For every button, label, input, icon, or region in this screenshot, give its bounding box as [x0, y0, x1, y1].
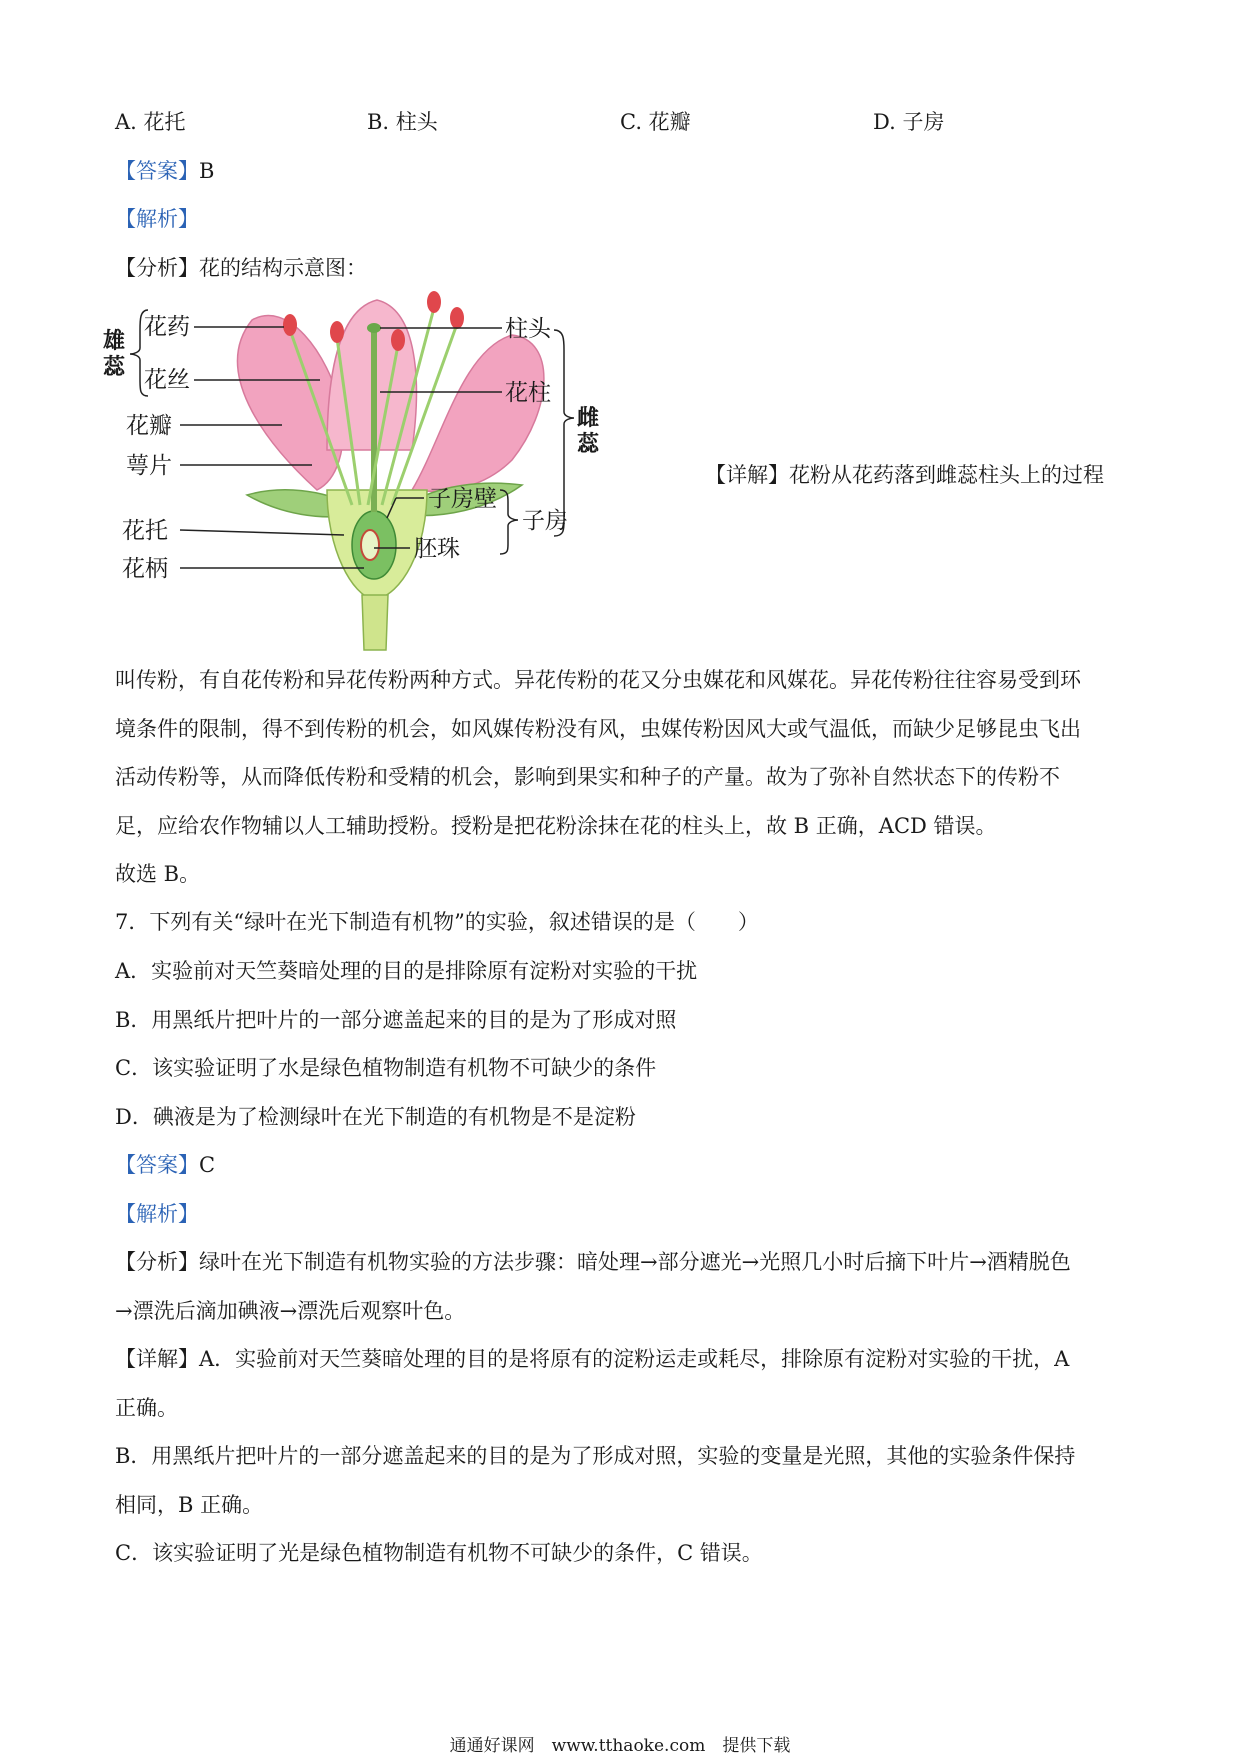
q7-xiangjie-line: C．该实验证明了光是绿色植物制造有机物不可缺少的条件，C 错误。 [115, 1541, 763, 1565]
q6-conclusion: 故选 B。 [115, 862, 201, 886]
q7-option-b: B．用黑纸片把叶片的一部分遮盖起来的目的是为了形成对照 [115, 1008, 677, 1032]
answer-value: C [199, 1153, 216, 1177]
anther [450, 307, 464, 329]
label-anther: 花药 [144, 314, 190, 340]
answer-tag: 【答案】 [115, 159, 199, 183]
label-style: 花柱 [505, 380, 551, 406]
label-stamen-1: 雄蕊 [103, 329, 126, 380]
label-sepal: 萼片 [126, 453, 172, 479]
anther [427, 291, 441, 313]
q7-xiangjie-line: 【详解】A．实验前对天竺葵暗处理的目的是将原有的淀粉运走或耗尽，排除原有淀粉对实验的干扰，A [115, 1347, 1070, 1371]
label-ovary: 子房 [522, 508, 568, 534]
q6-xiangjie-line: 足，应给农作物辅以人工辅助授粉。授粉是把花粉涂抹在花的柱头上，故 B 正确，ACD 错误。 [115, 814, 997, 838]
q6-xiangjie-line: 叫传粉，有自花传粉和异花传粉两种方式。异花传粉的花又分虫媒花和风媒花。异花传粉往往容易受到环 [115, 668, 1081, 692]
anther [330, 321, 344, 343]
page-footer: 通通好课网 www.tthaoke.com 提供下载 [449, 1736, 791, 1756]
q7-analysis-tag: 【解析】 [115, 1202, 199, 1226]
ovule [361, 530, 379, 560]
q7-xiangjie-line: 正确。 [115, 1396, 178, 1420]
option-d: D. 子房 [873, 110, 945, 134]
label-stigma: 柱头 [505, 316, 551, 342]
label-ovary-wall: 子房壁 [428, 486, 497, 512]
stigma [367, 323, 381, 333]
petal-left [238, 316, 344, 490]
label-filament: 花丝 [144, 367, 190, 393]
answer-value: B [199, 159, 215, 183]
q6-xiangjie-line: 活动传粉等，从而降低传粉和受精的机会，影响到果实和种子的产量。故为了弥补自然状态下的传粉不 [115, 765, 1060, 789]
q6-analysis-tag: 【解析】 [115, 207, 199, 231]
label-pedicel: 花柄 [122, 556, 168, 582]
q6-fenxi: 【分析】花的结构示意图： [115, 256, 367, 280]
flower-structure-diagram [103, 290, 682, 650]
q6-xiangjie-start: 【详解】花粉从花药落到雌蕊柱头上的过程 [705, 463, 1104, 487]
q7-xiangjie-line: B．用黑纸片把叶片的一部分遮盖起来的目的是为了形成对照，实验的变量是光照，其他的实验条件保持 [115, 1444, 1076, 1468]
option-a: A. 花托 [115, 110, 186, 134]
q7-question: 7．下列有关“绿叶在光下制造有机物”的实验，叙述错误的是（ ） [115, 910, 759, 934]
q7-option-a: A．实验前对天竺葵暗处理的目的是排除原有淀粉对实验的干扰 [115, 959, 698, 983]
q7-fenxi-line: →漂洗后滴加碘液→漂洗后观察叶色。 [115, 1299, 466, 1323]
anther [391, 329, 405, 351]
answer-tag: 【答案】 [115, 1153, 199, 1177]
label-ovule: 胚珠 [414, 536, 460, 562]
q7-fenxi-line: 【分析】绿叶在光下制造有机物实验的方法步骤：暗处理→部分遮光→光照几小时后摘下叶片→酒精脱色 [115, 1250, 1071, 1274]
label-petal: 花瓣 [126, 413, 172, 439]
label-pistil: 雌蕊 [577, 406, 600, 457]
q7-answer [115, 1149, 215, 1179]
q6-answer [115, 155, 214, 185]
q7-option-d: D．碘液是为了检测绿叶在光下制造的有机物是不是淀粉 [115, 1105, 636, 1129]
q7-option-c: C．该实验证明了水是绿色植物制造有机物不可缺少的条件 [115, 1056, 657, 1080]
anther [283, 314, 297, 336]
option-b: B. 柱头 [367, 110, 438, 134]
pedicel [362, 595, 388, 650]
option-c: C. 花瓣 [620, 110, 691, 134]
q6-xiangjie-line: 境条件的限制，得不到传粉的机会，如风媒传粉没有风，虫媒传粉因风大或气温低，而缺少足够昆虫飞出 [115, 717, 1081, 741]
q7-xiangjie-line: 相同，B 正确。 [115, 1493, 264, 1517]
petal-right [412, 335, 544, 491]
label-receptacle: 花托 [122, 518, 168, 544]
